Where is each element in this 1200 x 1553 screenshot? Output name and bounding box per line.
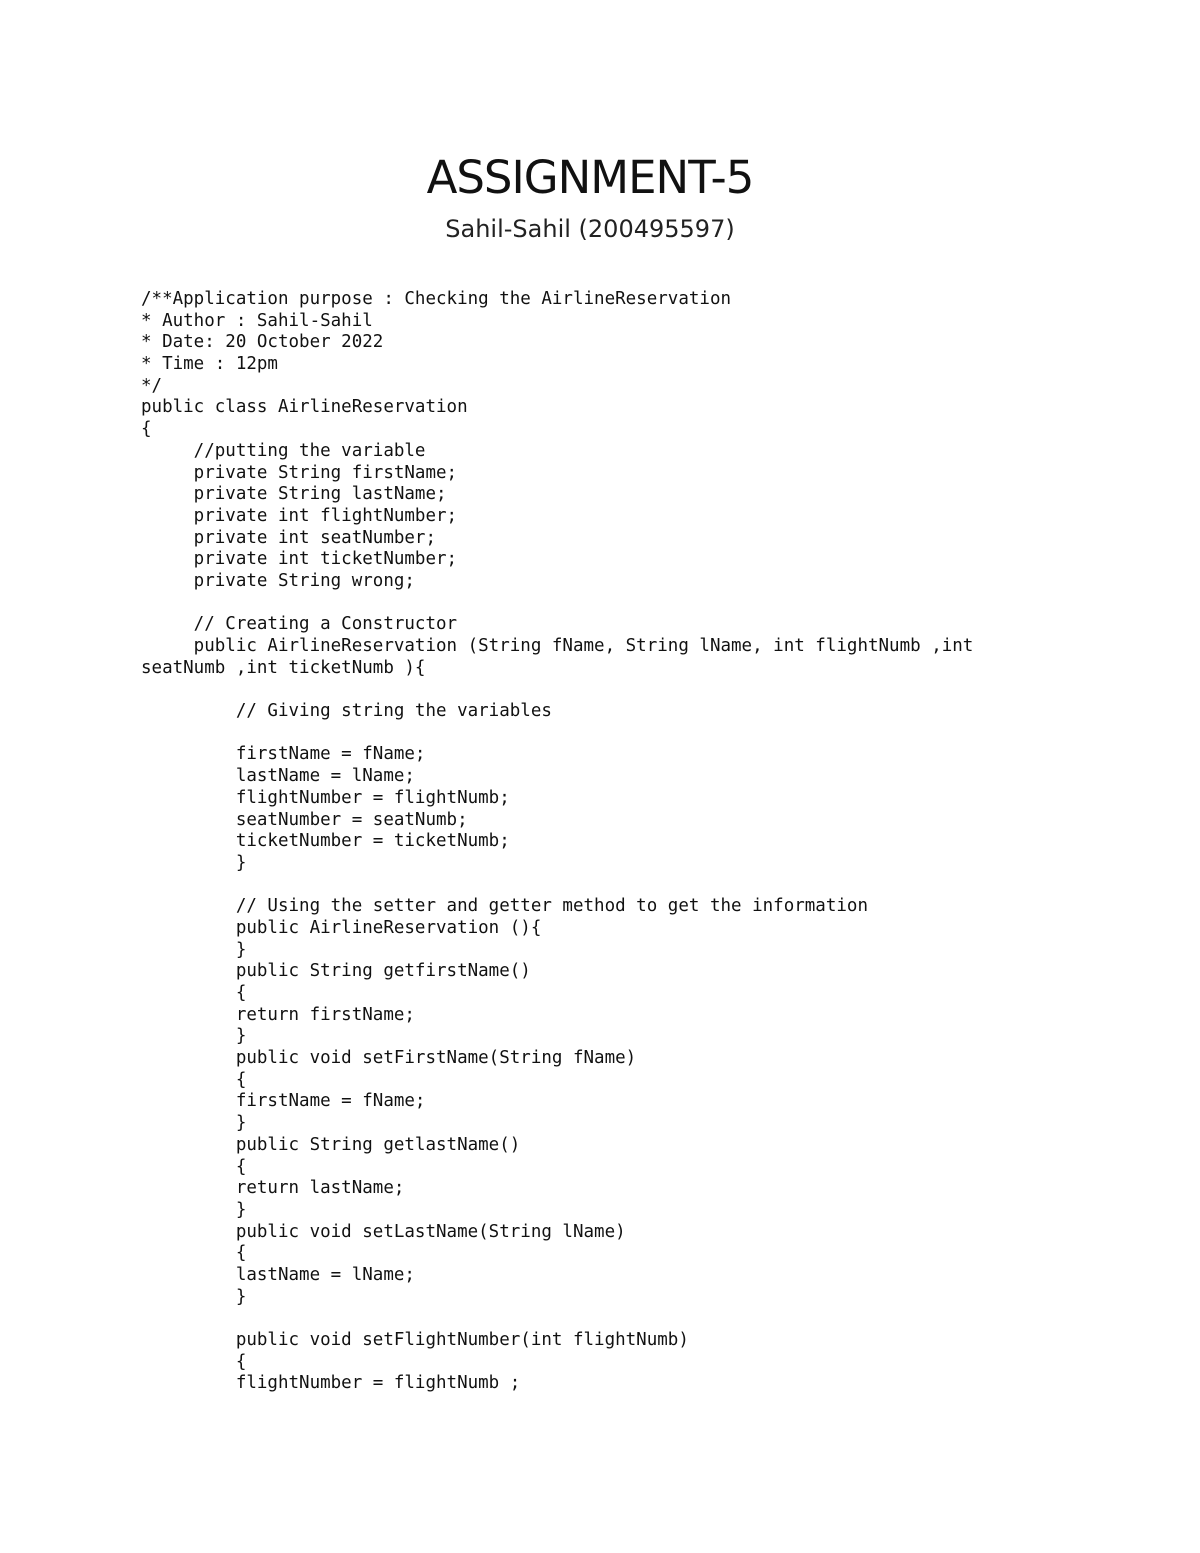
code-line: private String lastName; xyxy=(141,484,447,505)
code-line: flightNumber = flightNumb ; xyxy=(141,1373,521,1394)
code-line: public class AirlineReservation xyxy=(141,397,468,418)
code-line xyxy=(141,723,1141,745)
code-line: private int seatNumber; xyxy=(141,527,437,548)
document-title: ASSIGNMENT-5 xyxy=(426,151,754,204)
code-line: public String getlastName() xyxy=(141,1134,521,1155)
code-line: seatNumb ,int ticketNumb ){ xyxy=(141,657,426,678)
code-line: public void setFlightNumber(int flightNumb) xyxy=(141,1330,689,1350)
code-line: firstName = fName; xyxy=(141,1091,426,1112)
code-line: // Using the setter and getter method to get the information xyxy=(141,896,868,917)
code-line: } xyxy=(141,939,247,960)
code-line: public void setLastName(String lName) xyxy=(141,1221,626,1242)
code-line: * Author : Sahil-Sahil xyxy=(141,310,373,331)
code-line: private int flightNumber; xyxy=(141,505,458,526)
code-line: } xyxy=(141,1113,247,1134)
code-line: return lastName; xyxy=(141,1178,405,1199)
code-line: public AirlineReservation (){ xyxy=(141,917,542,938)
code-line: lastName = lName; xyxy=(141,766,415,787)
code-line xyxy=(141,875,1141,897)
document-subtitle: Sahil-Sahil (200495597) xyxy=(445,215,735,243)
code-line: } xyxy=(141,1026,247,1047)
code-line: public String getfirstName() xyxy=(141,961,531,982)
code-line: // Creating a Constructor xyxy=(141,614,458,635)
code-line: return firstName; xyxy=(141,1004,415,1025)
code-line: { xyxy=(141,1156,247,1177)
code-line: firstName = fName; xyxy=(141,744,426,765)
code-line: */ xyxy=(141,375,163,396)
code-line xyxy=(141,1308,1141,1330)
code-line: { xyxy=(141,1351,247,1372)
code-line: } xyxy=(141,852,247,873)
code-line: { xyxy=(141,1069,247,1090)
code-line: ticketNumber = ticketNumb; xyxy=(141,831,510,852)
code-line: * Date: 20 October 2022 xyxy=(141,332,384,353)
code-line: * Time : 12pm xyxy=(141,354,278,375)
code-line: seatNumber = seatNumb; xyxy=(141,809,468,830)
code-line: // Giving string the variables xyxy=(141,701,552,722)
code-line: { xyxy=(141,983,247,1003)
code-line: { xyxy=(141,419,152,440)
code-line: private String wrong; xyxy=(141,570,415,591)
code-line: public AirlineReservation (String fName, String lName, int flightNumb ,int xyxy=(141,636,974,656)
code-line: private String firstName; xyxy=(141,462,458,483)
code-line: private int ticketNumber; xyxy=(141,549,458,570)
code-line xyxy=(141,593,1141,615)
code-block xyxy=(141,289,1141,1395)
code-line: flightNumber = flightNumb; xyxy=(141,787,510,808)
code-line: /**Application purpose : Checking the AirlineReservation xyxy=(141,289,732,309)
code-line: public void setFirstName(String fName) xyxy=(141,1048,637,1069)
code-line xyxy=(141,679,1141,701)
code-line: //putting the variable xyxy=(141,440,426,461)
code-line: { xyxy=(141,1243,247,1264)
code-line: } xyxy=(141,1286,247,1307)
code-line: } xyxy=(141,1199,247,1220)
code-line: lastName = lName; xyxy=(141,1264,415,1285)
